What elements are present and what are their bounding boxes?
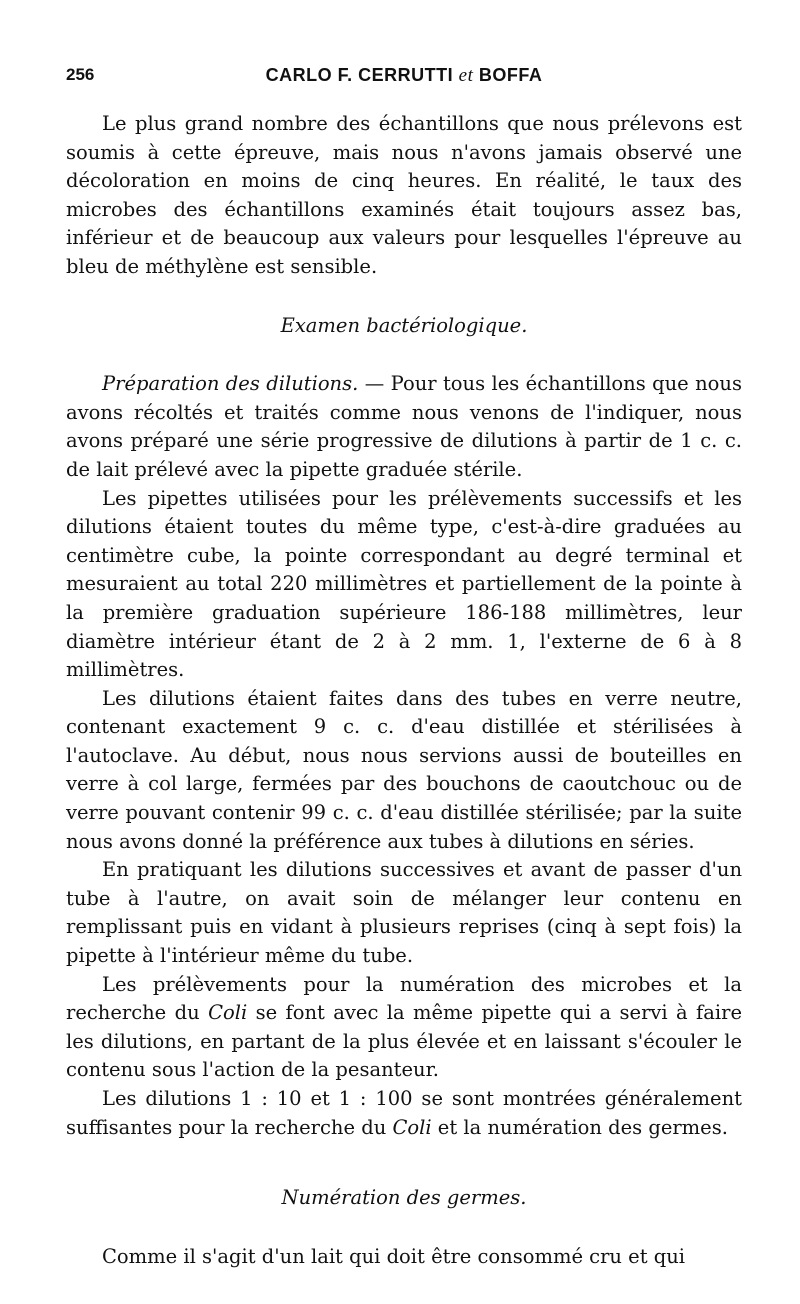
section-title-examen: Examen bactériologique. bbox=[280, 313, 528, 337]
paragraph-dilutions-text-a: Les dilutions 1 : 10 et 1 : 100 se sont montrées généralement suffisantes pour la recherche du bbox=[66, 1087, 742, 1139]
running-title-authors: CARLO F. CERRUTTI bbox=[265, 65, 454, 85]
paragraph-prelevements-text-b: se font avec la même pipette qui a servi à faire les dilutions, en partant de la plus élevée et en laissant s'écouler le contenu sous l'action de la pesanteur. bbox=[66, 1001, 742, 1082]
paragraph-preparation bbox=[66, 370, 742, 484]
paragraph-dilutions-text-b: et la numération des germes. bbox=[431, 1115, 728, 1139]
running-title-et: et bbox=[458, 65, 474, 86]
section-title-numeration: Numération des germes. bbox=[281, 1186, 527, 1210]
coli-term: Coli bbox=[208, 1001, 248, 1025]
paragraph-lait-cru: Comme il s'agit d'un lait qui doit être consommé cru et qui bbox=[102, 1244, 686, 1268]
page-number: 256 bbox=[66, 65, 95, 84]
paragraph-decoloration: Le plus grand nombre des échantillons que nous prélevons est soumis à cette épreuve, mais nous n'avons jamais observé une décoloration en moins de cinq heures. En réalité, le taux des microbes des échantillons examinés était toujours assez bas, inférieur et de beaucoup aux valeurs pour lesquelles l'épreuve au bleu de méthylène est sensible. bbox=[66, 112, 742, 278]
runin-heading-preparation: Préparation des dilutions. bbox=[102, 372, 359, 396]
book-page bbox=[66, 60, 742, 1271]
page-header bbox=[66, 60, 742, 90]
paragraph-melange: En pratiquant les dilutions successives et avant de passer d'un tube à l'autre, on avait soin de mélanger leur contenu en remplissant puis en vidant à plusieurs reprises (cinq à sept fois) la pipette à l'intérieur même du tube. bbox=[66, 858, 742, 968]
paragraph-dilutions-suffisantes bbox=[66, 1085, 742, 1142]
paragraph-prelevements bbox=[66, 971, 742, 1085]
paragraph-tubes: Les dilutions étaient faites dans des tubes en verre neutre, contenant exactement 9 c. c. d'eau distillée et stérilisées à l'autoclave. Au début, nous nous servions aussi de bouteilles en verre à col large, fermées par des bouchons de caoutchouc ou de verre pouvant contenir 99 c. c. d'eau distillée stérilisée; par la suite nous avons donné la préférence aux tubes à dilutions en séries. bbox=[66, 686, 742, 853]
running-title bbox=[66, 60, 742, 91]
paragraph-prelevements-text-a: Les prélèvements pour la numération des microbes et la recherche du bbox=[66, 972, 742, 1025]
coli-term: Coli bbox=[392, 1115, 432, 1139]
paragraph-pipettes: Les pipettes utilisées pour les prélèvements successifs et les dilutions étaient toutes du même type, c'est-à-dire graduées au centimètre cube, la pointe correspondant au degré terminal et mesuraient au total 220 millimètres et partiellement de la pointe à la première graduation supérieure 186-188 millimètres, leur diamètre intérieur étant de 2 à 2 mm. 1, l'externe de 6 à 8 millimètres. bbox=[66, 486, 742, 682]
running-title-coauthor: BOFFA bbox=[478, 65, 543, 85]
paragraph-preparation-text: — Pour tous les échantillons que nous avons récoltés et traités comme nous venons de l'indiquer, nous avons préparé une série progressive de dilutions à partir de 1 c. c. de lait prélevé avec la pipette graduée stérile. bbox=[66, 372, 742, 481]
